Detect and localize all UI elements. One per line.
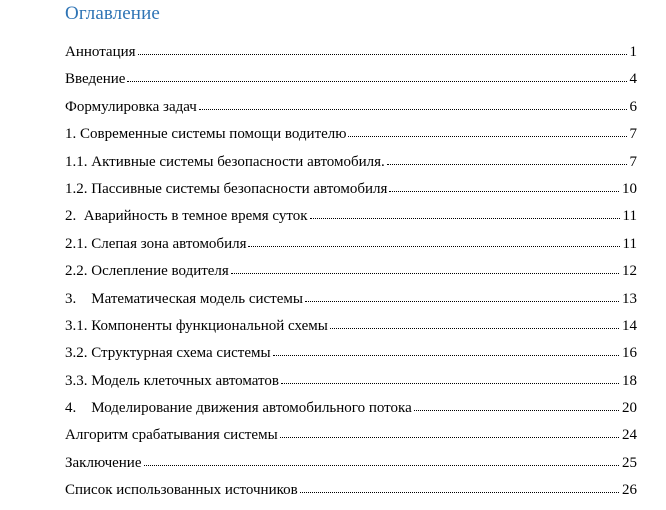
toc-entry-section-1-1[interactable]: [65, 154, 637, 181]
toc-entry-page: 10: [622, 180, 637, 197]
toc-entry-title: 1. Современные системы помощи водителю: [65, 126, 347, 143]
toc-entry-task-statement[interactable]: [65, 99, 637, 126]
toc-dot-leader: [330, 328, 619, 329]
toc-dot-leader: [199, 109, 627, 110]
toc-entry-page: 11: [622, 208, 637, 225]
toc-entry-page: 25: [622, 454, 637, 471]
toc-entry-page: 1: [629, 44, 637, 60]
toc-entry-references[interactable]: [65, 482, 637, 509]
toc-entry-section-3[interactable]: [65, 291, 637, 318]
toc-entry-section-3-2[interactable]: [65, 345, 637, 372]
toc-entry-title: Формулировка задач: [65, 98, 197, 115]
toc-list: [65, 44, 637, 510]
toc-entry-title: 3.2. Структурная схема системы: [65, 345, 271, 362]
toc-entry-conclusion[interactable]: [65, 455, 637, 482]
toc-dot-leader: [231, 273, 619, 274]
toc-entry-page: 16: [622, 345, 637, 362]
toc-entry-section-2-1[interactable]: [65, 236, 637, 263]
toc-entry-section-1-2[interactable]: [65, 181, 637, 208]
toc-heading: Оглавление: [65, 3, 160, 24]
toc-entry-title: Заключение: [65, 454, 142, 471]
toc-entry-title: 1.1. Активные системы безопасности автомобиля.: [65, 153, 385, 170]
toc-entry-section-3-3[interactable]: [65, 373, 637, 400]
toc-entry-title: 3.1. Компоненты функциональной схемы: [65, 317, 328, 334]
toc-entry-page: 20: [622, 400, 637, 417]
toc-entry-title: Список использованных источников: [65, 482, 298, 499]
toc-entry-page: 14: [622, 317, 637, 334]
toc-entry-annotation[interactable]: [65, 44, 637, 71]
toc-entry-section-2-2[interactable]: [65, 263, 637, 290]
toc-entry-page: 11: [622, 235, 637, 252]
toc-dot-leader: [387, 164, 627, 165]
toc-entry-title: Введение: [65, 71, 126, 88]
toc-dot-leader: [273, 355, 619, 356]
toc-dot-leader: [248, 246, 619, 247]
toc-dot-leader: [389, 191, 619, 192]
toc-dot-leader: [305, 301, 619, 302]
toc-dot-leader: [300, 492, 619, 493]
toc-dot-leader: [310, 218, 620, 219]
toc-entry-title: 3.3. Модель клеточных автоматов: [65, 372, 279, 389]
toc-entry-page: 12: [622, 263, 637, 280]
toc-dot-leader: [127, 81, 626, 82]
toc-entry-section-2[interactable]: [65, 208, 637, 235]
toc-entry-page: 7: [629, 126, 637, 143]
toc-entry-section-1[interactable]: [65, 126, 637, 153]
toc-entry-section-3-1[interactable]: [65, 318, 637, 345]
toc-entry-title: 2.2. Ослепление водителя: [65, 263, 229, 280]
toc-entry-page: 4: [629, 71, 637, 88]
toc-dot-leader: [280, 437, 619, 438]
toc-entry-page: 7: [629, 153, 637, 170]
toc-entry-page: 13: [622, 290, 637, 307]
toc-entry-title: Алгоритм срабатывания системы: [65, 427, 278, 444]
toc-entry-title: 1.2. Пассивные системы безопасности автомобиля: [65, 180, 388, 197]
toc-dot-leader: [348, 136, 626, 137]
toc-entry-introduction[interactable]: [65, 71, 637, 98]
toc-entry-page: 18: [622, 372, 637, 389]
toc-entry-page: 6: [629, 98, 637, 115]
toc-entry-title: 4. Моделирование движения автомобильного потока: [65, 400, 412, 417]
toc-entry-title: 2. Аварийность в темное время суток: [65, 208, 308, 225]
toc-dot-leader: [414, 410, 619, 411]
toc-dot-leader: [144, 465, 620, 466]
toc-entry-algorithm[interactable]: [65, 427, 637, 454]
toc-dot-leader: [138, 54, 627, 55]
toc-entry-page: 24: [622, 427, 637, 444]
toc-dot-leader: [281, 383, 619, 384]
toc-entry-section-4[interactable]: [65, 400, 637, 427]
toc-entry-page: 26: [622, 482, 637, 499]
toc-entry-title: 2.1. Слепая зона автомобиля: [65, 235, 247, 252]
toc-entry-title: Аннотация: [65, 44, 136, 60]
toc-entry-title: 3. Математическая модель системы: [65, 290, 303, 307]
